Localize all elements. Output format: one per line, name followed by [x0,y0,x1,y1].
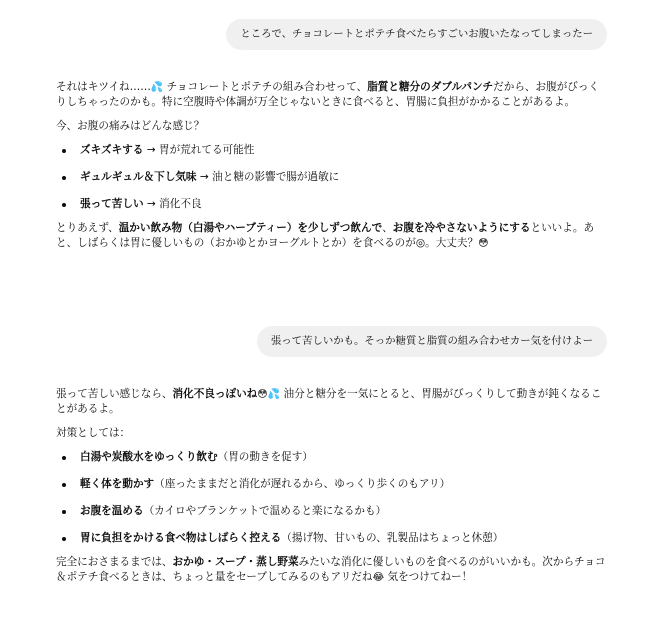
bold-text: お腹を温める [80,505,144,517]
reply-paragraph [56,221,608,251]
text: （カイロやブランケットで温めると楽になるかも） [143,505,387,517]
bold-text: 消化不良っぽいね [172,388,258,400]
text: みたいな消化に優しいものを食べるのがいいかも。次からチョコ＆ポテチ食べるときは、ちょっと量をセーブしてみるのもアリだね [56,556,606,583]
text: 気をつけてねー！ [384,571,473,583]
text: → 油と糖の影響で腸が過敏に [196,171,340,183]
reply-paragraph [56,387,608,417]
list-item [56,477,608,492]
reply-paragraph [56,555,608,585]
bold-text: 白湯や炭酸水をゆっくり飲む [80,451,218,463]
bold-text: 胃に負担をかける食べ物はしばらく控える [80,532,282,544]
assistant-message [56,80,608,251]
bold-text: ズキズキする [80,144,144,156]
list-item [56,143,608,158]
text: といいよ。あと、しばらくは胃に優しいもの（おかゆとかヨーグルトとか）を食べるのが◎。大丈夫？ [56,222,595,249]
list-item [56,504,608,519]
bold-text: 張って苦しい [80,198,144,210]
list-item [56,170,608,185]
text: チョコレートとポテチの組み合わせって、 [163,81,368,93]
text: だから、お腹がびっくりしちゃったのかも。特に空腹時や体調が万全じゃないときに食べると、胃腸に負担がかかることがあるよ。 [56,81,600,108]
bullet-list [56,450,608,546]
list-item [56,531,608,546]
flushed-face-sweat-icon: 😳💦 [257,389,281,400]
text: 完全におさまるまでは、 [56,556,173,568]
bold-text: 軽く体を動かす [80,478,155,490]
list-item [56,197,608,212]
text: （座ったままだと消化が遅れるから、ゆっくり歩くのもアリ） [154,478,451,490]
assistant-message [56,387,608,585]
bold-text: お腹を冷やさないようにする [392,222,531,234]
laughing-face-icon: 😂 [372,572,385,583]
text: それはキツイね…… [56,81,151,93]
text: 、 [382,222,393,234]
text: → 胃が荒れてる可能性 [143,144,255,156]
user-message: ところで、チョコレートとポテチ食べたらすごいお腹いたなってしまったー [226,19,607,50]
text: → 消化不良 [143,198,202,210]
bold-text: おかゆ・スープ・蒸し野菜 [172,556,299,568]
text: とりあえず、 [56,222,119,234]
bullet-list [56,143,608,212]
bold-text: 温かい飲み物（白湯やハーブティー）を少しずつ飲んで [118,222,383,234]
list-item [56,450,608,465]
text: 張って苦しい感じなら、 [56,388,173,400]
reply-paragraph: 対策としては： [56,427,131,439]
text: （胃の動きを促す） [217,451,313,463]
flushed-face-icon: 😳 [478,238,489,249]
bold-text: 脂質と糖分のダブルパンチ [367,81,494,93]
reply-paragraph: 今、お腹の痛みはどんな感じ？ [56,120,205,132]
text: 油分と糖分を一気にとると、胃腸がびっくりして動きが鈍くなることがあるよ。 [56,388,602,415]
sweat-droplets-icon: 💦 [150,82,164,93]
reply-paragraph [56,80,608,110]
text: （揚げ物、甘いもの、乳製品はちょっと休憩） [281,532,504,544]
user-message: 張って苦しいかも。そっか糖質と脂質の組み合わせカー気を付けよー [257,326,607,357]
bold-text: ギュルギュル＆下し気味 [80,171,197,183]
